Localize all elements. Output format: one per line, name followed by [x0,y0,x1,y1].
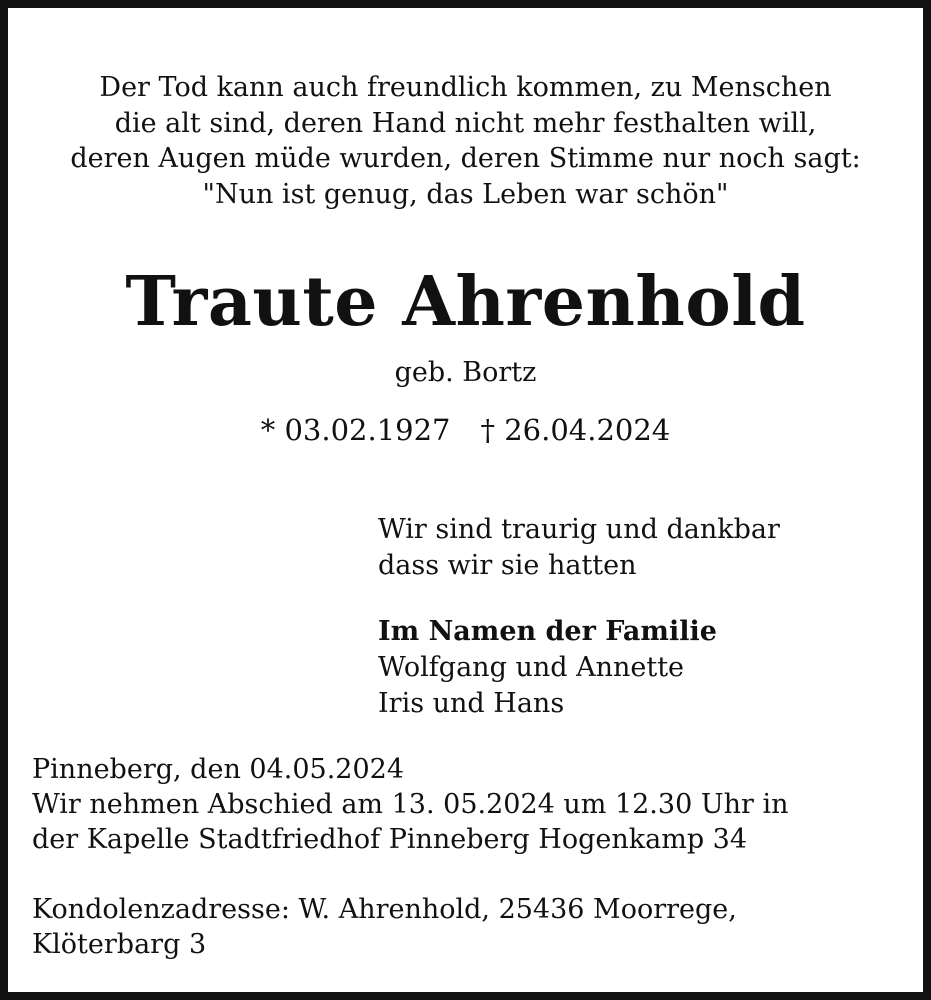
life-dates [8,412,923,448]
message-line: Wir sind traurig und dankbar [378,514,780,545]
deceased-name: Traute Ahrenhold [125,262,806,342]
family-member: Iris und Hans [378,688,565,719]
death-date: † 26.04.2024 [480,413,671,447]
quote-line: "Nun ist genug, das Leben war schön" [202,178,729,210]
condolence-line: Klöterbarg 3 [32,929,207,960]
footer-section [32,752,789,962]
birth-date: * 03.02.1927 [260,413,451,447]
message-line: dass wir sie hatten [378,550,637,581]
quote [8,70,923,212]
farewell-line: der Kapelle Stadtfriedhof Pinneberg Hogenkamp 34 [32,824,748,855]
place-date: Pinneberg, den 04.05.2024 [32,754,405,785]
quote-line: die alt sind, deren Hand nicht mehr festhalten will, [114,107,817,139]
condolence-line: Kondolenzadresse: W. Ahrenhold, 25436 Moorrege, [32,894,737,925]
quote-line: Der Tod kann auch freundlich kommen, zu Menschen [99,72,832,103]
birth-name: geb. Bortz [394,357,537,388]
family-heading: Im Namen der Familie [378,616,717,647]
family-section [378,512,780,722]
quote-line: deren Augen müde wurden, deren Stimme nur noch sagt: [70,143,861,174]
farewell-line: Wir nehmen Abschied am 13. 05.2024 um 12.30 Uhr in [32,789,789,820]
family-member: Wolfgang und Annette [378,652,685,683]
